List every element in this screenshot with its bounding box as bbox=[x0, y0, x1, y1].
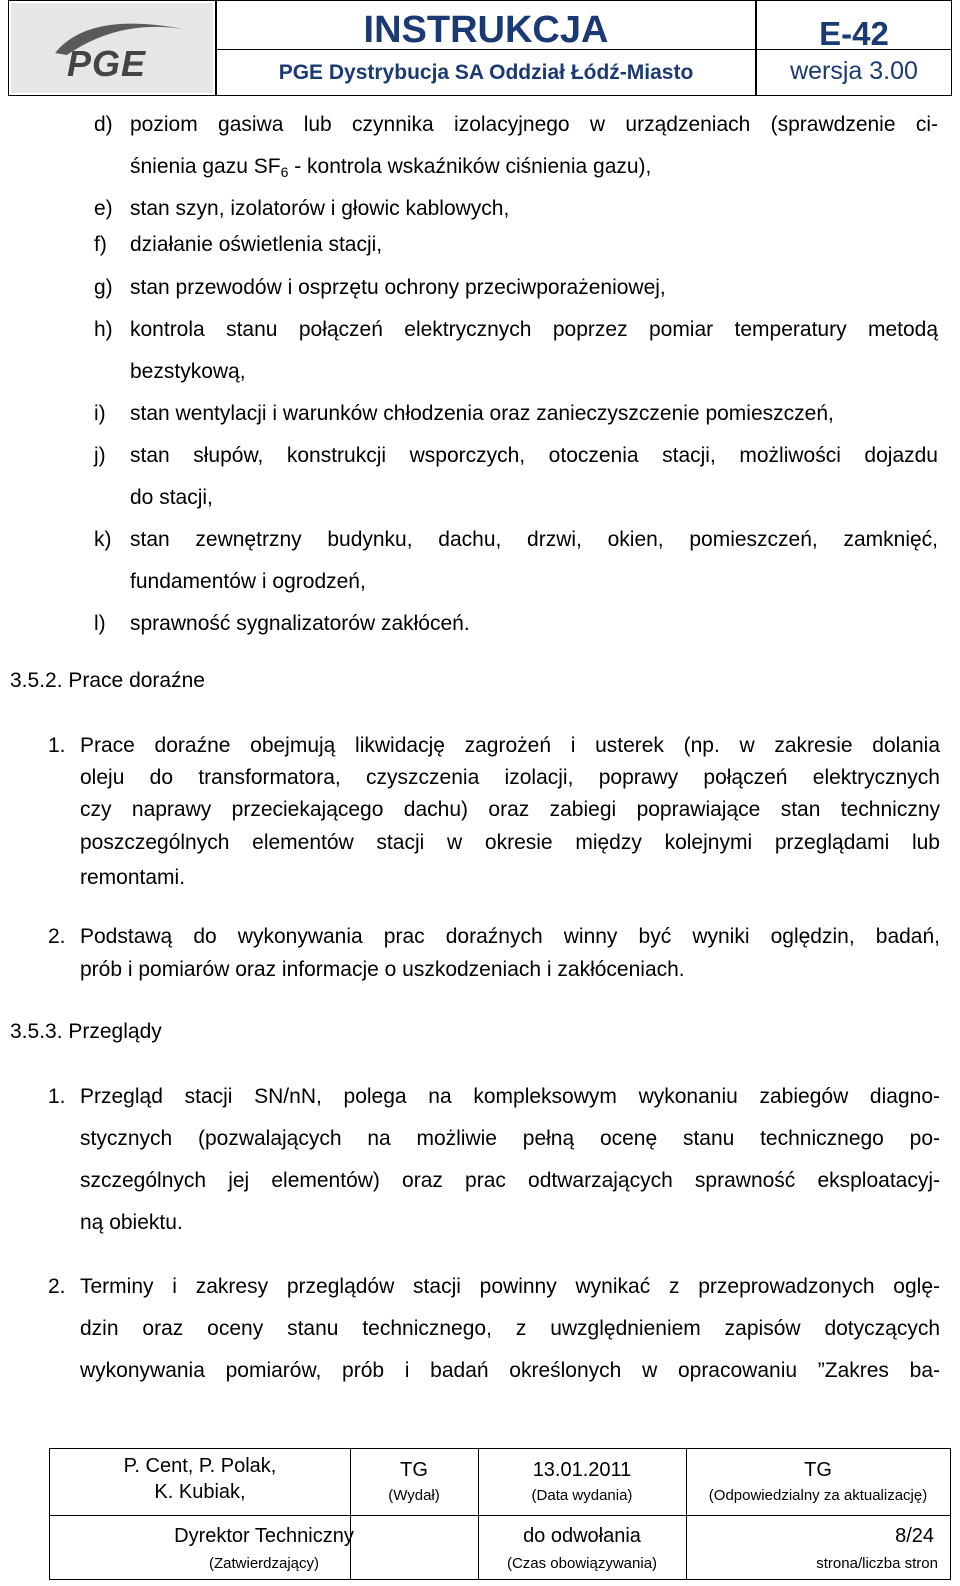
page-number bbox=[686, 1525, 950, 1547]
text-run: - kontrola wskaźników ciśnienia gazu), bbox=[288, 155, 652, 178]
approver-label: (Zatwierdzający) bbox=[208, 1555, 320, 1572]
paragraph-number: 1. bbox=[48, 1085, 66, 1108]
list-item-text: do stacji, bbox=[130, 486, 213, 509]
authors-line: P. Cent, P. Polak, bbox=[123, 1455, 277, 1477]
paragraph-line: wykonywania pomiarów, prób i badań określonych w opracowaniu ”Zakres ba- bbox=[80, 1359, 940, 1382]
list-item-text: bezstykową, bbox=[130, 360, 246, 383]
list-item-text: stan zewnętrzny budynku, dachu, drzwi, okien, pomieszczeń, zamknięć, bbox=[130, 528, 938, 551]
page-number-cell bbox=[686, 1525, 950, 1573]
document-code: E-42 bbox=[819, 15, 889, 52]
issuer-label: (Wydał) bbox=[388, 1487, 440, 1504]
paragraph-number: 2. bbox=[48, 1275, 66, 1298]
logo-text: PGE bbox=[67, 43, 147, 84]
issue-date-cell bbox=[478, 1459, 686, 1505]
list-item-label: j) bbox=[94, 444, 106, 467]
paragraph-number: 2. bbox=[48, 925, 66, 948]
list-item-label: d) bbox=[94, 113, 113, 136]
paragraph-line: poszczególnych elementów stacji w okresie między kolejnymi przeglądami lub bbox=[80, 831, 940, 854]
paragraph-line: Przegląd stacji SN/nN, polega na kompleksowym wykonaniu zabiegów diagno- bbox=[80, 1085, 940, 1108]
section-heading: 3.5.2. Prace doraźne bbox=[10, 669, 205, 692]
page-separator: / bbox=[906, 1525, 912, 1547]
header-code-cell bbox=[756, 0, 952, 96]
footer-row-divider bbox=[50, 1515, 950, 1516]
section-heading: 3.5.3. Przeglądy bbox=[10, 1020, 162, 1043]
responsible-label: (Odpowiedzialny za aktualizację) bbox=[708, 1487, 928, 1504]
issuer-value: TG bbox=[400, 1459, 428, 1481]
paragraph-line: ną obiektu. bbox=[80, 1211, 183, 1234]
responsible-cell bbox=[686, 1459, 950, 1505]
page-total: 24 bbox=[911, 1525, 934, 1547]
logo-cell bbox=[8, 0, 216, 96]
paragraph-line: czy naprawy przeciekającego dachu) oraz zabiegi poprawiające stan techniczny bbox=[80, 798, 940, 821]
approver-cell bbox=[50, 1525, 478, 1573]
paragraph-number: 1. bbox=[48, 734, 66, 757]
paragraph-line: Terminy i zakresy przeglądów stacji powinny wynikać z przeprowadzonych oglę- bbox=[80, 1275, 940, 1298]
document-type-title: INSTRUKCJA bbox=[363, 9, 609, 51]
paragraph-line: Prace doraźne obejmują likwidację zagrożeń i usterek (np. w zakresie dolania bbox=[80, 734, 940, 757]
document-header bbox=[8, 0, 952, 96]
authors-cell bbox=[50, 1455, 350, 1503]
list-item-text: stan przewodów i osprzętu ochrony przeciwporażeniowej, bbox=[130, 276, 666, 299]
list-item-label: g) bbox=[94, 276, 113, 299]
header-divider bbox=[757, 49, 951, 50]
subscript: 6 bbox=[280, 164, 289, 180]
list-item-text: działanie oświetlenia stacji, bbox=[130, 233, 383, 256]
paragraph-line: prób i pomiarów oraz informacje o uszkodzeniach i zakłóceniach. bbox=[80, 958, 685, 981]
authors-line: K. Kubiak, bbox=[154, 1481, 246, 1503]
responsible-value: TG bbox=[804, 1459, 832, 1481]
document-footer bbox=[49, 1448, 951, 1580]
paragraph-line: remontami. bbox=[80, 866, 186, 889]
list-item-text: stan słupów, konstrukcji wsporczych, otoczenia stacji, możliwości dojazdu bbox=[130, 444, 938, 467]
paragraph-line: oleju do transformatora, czyszczenia izolacji, poprawy połączeń elektrycznych bbox=[80, 766, 940, 789]
list-item-label: l) bbox=[94, 612, 106, 635]
paragraph-line: Podstawą do wykonywania prac doraźnych winny być wyniki oględzin, badań, bbox=[80, 925, 940, 948]
document-version: wersja 3.00 bbox=[790, 57, 918, 85]
paragraph-line: dzin oraz oceny stanu technicznego, z uwzględnieniem zapisów dotyczących bbox=[80, 1317, 940, 1340]
list-item-text: stan szyn, izolatorów i głowic kablowych, bbox=[130, 197, 510, 220]
page-current: 8 bbox=[895, 1525, 907, 1547]
issue-date-label: (Data wydania) bbox=[531, 1487, 633, 1504]
list-item-text: stan wentylacji i warunków chłodzenia oraz zanieczyszczenie pomieszczeń, bbox=[130, 402, 834, 425]
list-item-text: fundamentów i ogrodzeń, bbox=[130, 570, 366, 593]
company-name: PGE Dystrybucja SA Oddział Łódź-Miasto bbox=[278, 61, 694, 84]
list-item-label: h) bbox=[94, 318, 113, 341]
list-item-label: k) bbox=[94, 528, 112, 551]
header-title-cell bbox=[216, 0, 756, 96]
validity-cell bbox=[478, 1525, 686, 1573]
list-item-label: i) bbox=[94, 402, 106, 425]
list-item-text: sprawność sygnalizatorów zakłóceń. bbox=[130, 612, 470, 635]
approver-value: Dyrektor Techniczny bbox=[174, 1525, 354, 1547]
page-number-label: strona/liczba stron bbox=[816, 1555, 938, 1572]
issuer-cell bbox=[350, 1459, 478, 1505]
paragraph-line: szczególnych jej elementów) oraz prac odtwarzających sprawność eksploatacyj- bbox=[80, 1169, 940, 1192]
list-item-text bbox=[130, 154, 651, 179]
list-item-text: kontrola stanu połączeń elektrycznych poprzez pomiar temperatury metodą bbox=[130, 318, 938, 341]
validity-label: (Czas obowiązywania) bbox=[506, 1555, 658, 1572]
list-item-label: e) bbox=[94, 197, 113, 220]
list-item-text: poziom gasiwa lub czynnika izolacyjnego w urządzeniach (sprawdzenie ci- bbox=[130, 113, 938, 136]
validity-value: do odwołania bbox=[523, 1525, 641, 1547]
text-run: śnienia gazu SF bbox=[130, 155, 281, 178]
header-divider bbox=[217, 49, 755, 50]
paragraph-line: stycznych (pozwalających na możliwie pełną ocenę stanu technicznego po- bbox=[80, 1127, 940, 1150]
list-item-label: f) bbox=[94, 233, 107, 256]
issue-date-value: 13.01.2011 bbox=[532, 1459, 632, 1481]
